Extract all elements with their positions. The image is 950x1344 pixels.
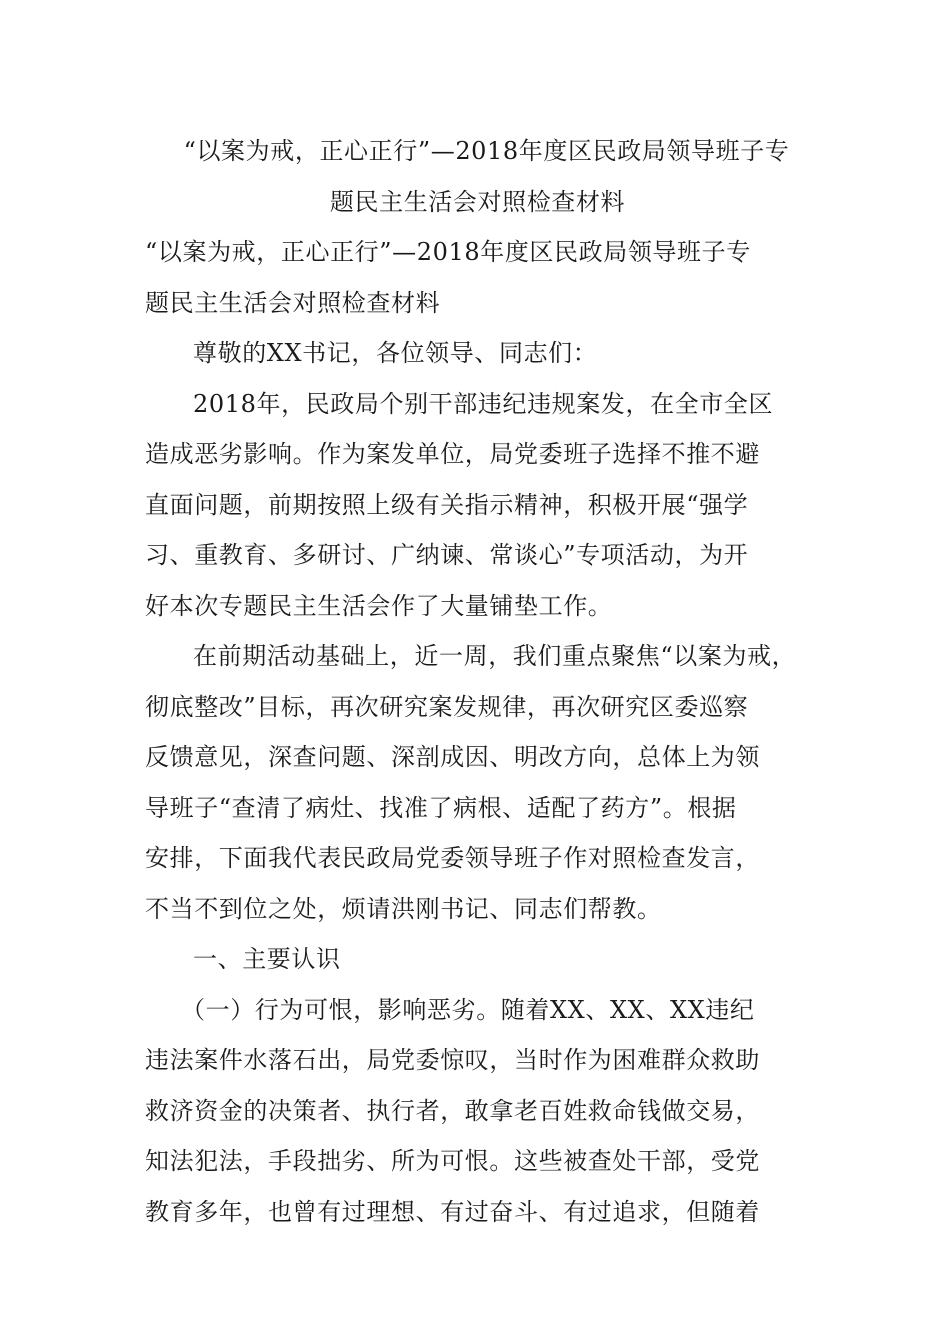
paragraph-line: 彻底整改”目标，再次研究案发规律，再次研究区委巡察 [145,692,749,721]
paragraph-line: 习、重教育、多研讨、广纳谏、常谈心”专项活动，为开 [145,541,749,569]
paragraph-line: 好本次专题民主生活会作了大量铺垫工作。 [145,591,613,620]
paragraph-line: （一）行为可恨，影响恶劣。随着XX、XX、XX违纪 [181,995,755,1024]
salutation: 尊敬的XX书记，各位领导、同志们： [193,339,598,367]
paragraph-3 [145,985,810,1238]
paragraph-line: 违法案件水落石出，局党委惊叹，当时作为困难群众救助 [145,1046,760,1074]
paragraph-line: 不当不到位之处，烦请洪刚书记、同志们帮教。 [145,894,662,923]
document-title-line-2: 题民主生活会对照检查材料 [329,187,626,216]
paragraph-line: 救济资金的决策者、执行者，敢拿老百姓救命钱做交易， [145,1096,760,1125]
paragraph-line: 安排，下面我代表民政局党委领导班子作对照检查发言， [145,844,760,872]
paragraph-line: 2018年，民政局个别干部违纪违规案发，在全市全区 [193,389,774,418]
subtitle-line: “以案为戒，正心正行”—2018年度区民政局领导班子专 [145,238,751,266]
paragraph-line: 直面问题，前期按照上级有关指示精神，积极开展“强学 [145,490,749,519]
subtitle-paragraph [145,227,810,328]
paragraph-2 [145,631,810,934]
section-heading: 一、主要认识 [193,945,341,973]
paragraph-line: 造成恶劣影响。作为案发单位，局党委班子选择不推不避 [145,440,760,468]
paragraph-line: 导班子“查清了病灶、找准了病根、适配了药方”。根据 [145,793,737,822]
paragraph-line: 知法犯法，手段拙劣、所为可恨。这些被查处干部，受党 [145,1147,760,1175]
paragraph-line: 反馈意见，深查问题、深剖成因、明改方向，总体上为领 [145,743,760,771]
paragraph-line: 在前期活动基础上，近一周，我们重点聚焦“以案为戒， [193,642,797,670]
document-title-line-1: “以案为戒，正心正行”—2018年度区民政局领导班子专 [183,137,790,165]
paragraph-1 [145,379,810,632]
document-body [145,126,810,1237]
subtitle-line: 题民主生活会对照检查材料 [145,288,441,317]
paragraph-line: 教育多年，也曾有过理想、有过奋斗、有过追求，但随着 [145,1197,760,1226]
